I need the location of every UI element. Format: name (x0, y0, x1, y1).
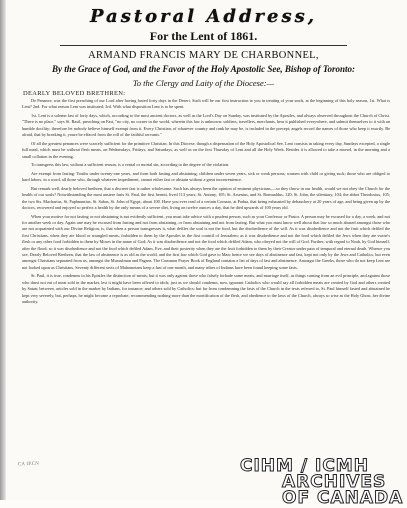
title-divider (60, 45, 347, 46)
paragraph: De Penance, was the first preaching of our Lord after having fasted forty days in the Desert. Such will be our first instruction to you in treating of your souls, at the beginning of this holy season, 1st. What is Lent? 2nd. For what reason Lent was instituted; 3rd. With what disposition Lent is to be spent. (22, 98, 390, 110)
author-name: ARMAND FRANCIS MARY DE CHARBONNEL, (88, 50, 319, 61)
stamp-line-2: ARCHIVES (282, 472, 387, 492)
stamp-line-3: OF CANADA (282, 488, 404, 508)
salutation: DEARLY BELOVED BRETHREN: (23, 90, 126, 97)
paragraph: Of all the greatest penances were scarcely sufficient for the primitive Christian. In this Diocese, though a dispensation of the Holy Apostolical See, Lent consists in taking every day, Sundays excepted, a single full meal, which must be without flesh meats, on Wednesdays, Fridays, and Saturdays, as well as on the first Thursday of Lent and all the Holy Week. Besides it is allowed to take a morsel, in the morning and a small collation in the evening. (22, 140, 390, 159)
paragraph: 1st. Lent is a solemn fast of forty days, which, according to the most ancient doctors, as well as the Lord's Day on Sunday, was instituted by the Apostles, and always observed throughout the Church of Christ. "There is no place," says St. Basil, preaching on Fast, "no city, no corner in the world, wherein this law is unknown: soldiers, travellers, merchants, hear it published everywhere, and submit themselves to it with an humble docility; therefore let nobody believe himself exempt from it. Every Christian, of whatever country and rank he may be, is included in the precept; angels record the names of those who keep it exactly. Be afraid, that by breaking it, youre be effaced from the roll of the faithful servants." (22, 113, 390, 138)
document-body (22, 98, 390, 458)
paragraph: But remark well, dearly beloved brethren, that a discreet fast is rather wholesome. Such has always been the opinion of eminent physicians,—so they throw in our health, would we not obey the Church for the health of our souls? Notwithstanding the most austere fasts St. Paul, the first hermit, lived 113 years; St. Antony, 105; St. Arsenius, and St. Romualdus, 120; St. John, the silentiary, 104; the abbot Theodosius, 105; the two Sts. Macharius, St. Paphnuntius, St. Sabas, St. John of Egypt, about 100. Have you ever read of a certain Cornaro, at Padua, that being exhausted by debauchery at 20 years of age, and being given up by the doctors, recovered and enjoyed so perfect a health by the only means of a severe diet, living on twelve ounces a day, that he died upwards of 100 years old. (22, 185, 390, 211)
paragraph: To transgress this law, without a sufficient reason, is a venial or mortal sin, according to the degree of the violation. (31, 162, 230, 168)
document-subtitle: For the Lent of 1861. (149, 29, 258, 43)
addressee-line: To the Clergy and Laity of the Diocese:— (132, 78, 275, 88)
page-edge-shadow (0, 0, 6, 500)
paragraph: St. Paul, it is true, condemns in his Epistles the distinction of meats; but it was only against those who falsely forbade some meats, and marriage itself, as things coming from an evil principle, and against those who durst not eat of meat sold in the market, lest it might have been offered to idols; just as we should condemn, now, ignorant Catholics who would say all forbidden meats are created by God and others created by Satan; between, articles sold in the market by Indians, for instance; and others sold by Catholics; but far from condemning the fasts of the Church in the texts referred to, St. Paul himself fasted and abstained he kept very severely, but, perhaps, he might become a reprobate, recommending nothing more than the mortification of the flesh, and obedience to the laws of the Church, always so wise as the Holy Ghost, her divine authority. (22, 273, 390, 305)
stamp-line-1: CIHM / ICMH (240, 456, 369, 476)
archive-stamp (240, 458, 403, 506)
paragraph: When your motive for not fasting or not abstaining is not evidently sufficient, you must take advice with a prudent person, such as your Confessor or Pastor. A person may be excused for a day, a week, and not for another week or day. Again one may be excused from fasting and not from abstaining, or from abstaining and not from fasting. But what you must know well about that law so much abused amongst those who are not acquainted with our Divine Religion, is, that when a person transgresses it, what defiles the soul is not the food, but the disobedience of the will. As it was disobedience and not the fruit which defiled the first Christians, when they ate blood or strangled meats, forbidden to them by the Apostles in the first council of Jerusalem; as it was disobedience and not the food which defiled the Jews when they ate swine's flesh or any other food forbidden to them by Moses in the name of God; As it was disobedience and not the food which defiled Adam, who obeyed not the will of God. Further, with regard to Noah, by God himself, after the flood; so it was disobedience and not the food which defiled Adam, Eve, and their posterity when they ate the fruit forbidden to them by their Creator under pain of temporal and eternal death. Whence you see, Dearly Beloved Brethren, that the law of abstinence is as old as the world, and the first law which God gave to Man; hence we see days of abstinence and fast, kept not only by the Jews and Catholics, but even amongst Christians separated from us, amongst the Mussulman and Pagans. The Common Prayer Book of England contains a list of days of fast and abstinence. Amongst the Greeks, those who do not keep Lent are not looked upon as Christians. Seventy different sects of Mahometans keep a fast of one month, and many tribes of Indians have been found keeping some fasts. (22, 213, 390, 270)
document-title: Pastoral Address, (89, 6, 318, 27)
author-title: By the Grace of God, and the Favor of the Holy Apostolic See, Bishop of Toronto: (51, 64, 356, 74)
paragraph: Are exempt from fasting: Youths under twenty-one years, and from both fasting and abstaining, children under seven years, sick or weak persons; women with child or giving suck; those who are obliged to hard labors, in a word, all those who, through whatever impediment, cannot either fast or abstain without a great inconvenience. (22, 170, 390, 183)
handwritten-note: CA 1P.CN (17, 461, 39, 468)
